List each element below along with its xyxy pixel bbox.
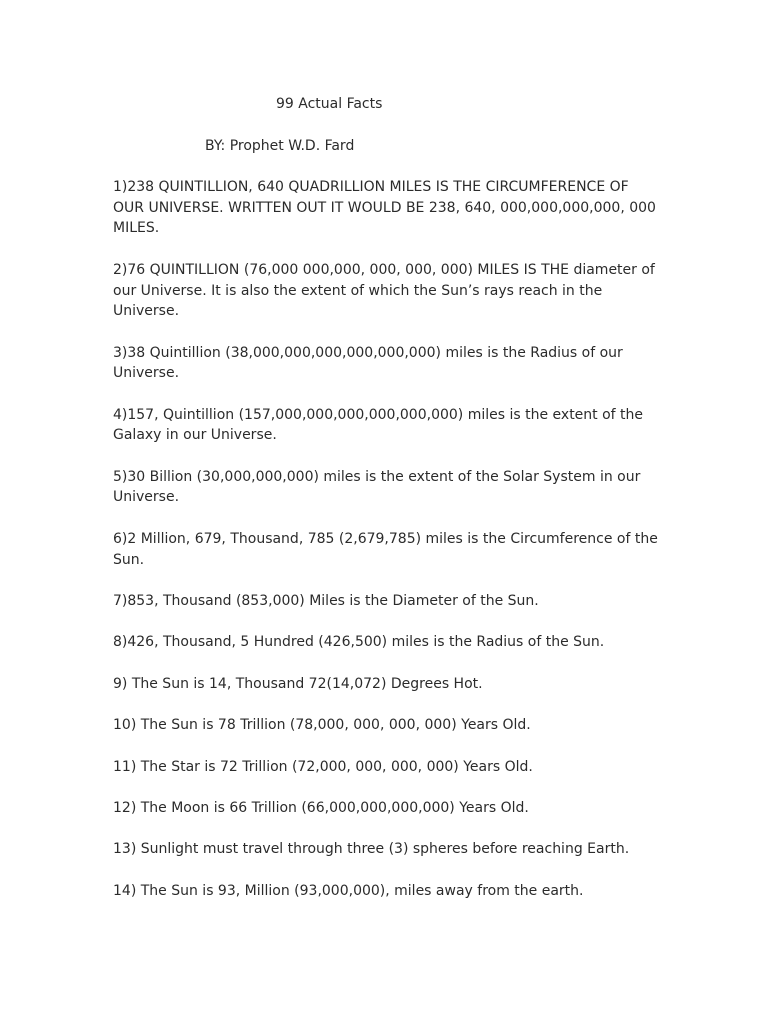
fact-item xyxy=(113,260,658,322)
fact-text: 11) The Star is 72 Trillion (72,000, 000, 000, 000) Years Old. xyxy=(113,758,533,775)
facts-list xyxy=(113,177,658,922)
fact-item xyxy=(113,529,658,570)
fact-item xyxy=(113,177,658,239)
fact-text: 8)426, Thousand, 5 Hundred (426,500) miles is the Radius of the Sun. xyxy=(113,634,605,651)
fact-item xyxy=(113,632,658,653)
fact-item xyxy=(113,591,658,612)
fact-item xyxy=(113,757,658,778)
fact-text: 13) Sunlight must travel through three (3) spheres before reaching Earth. xyxy=(113,841,630,858)
document-byline: BY: Prophet W.D. Fard xyxy=(205,138,355,154)
fact-text: 10) The Sun is 78 Trillion (78,000, 000, 000, 000) Years Old. xyxy=(113,717,531,734)
fact-item xyxy=(113,881,658,902)
fact-item xyxy=(113,715,658,736)
fact-item xyxy=(113,839,658,860)
fact-text: 1)238 QUINTILLION, 640 QUADRILLION MILES IS THE CIRCUMFERENCE OF OUR UNIVERSE. WRITTEN OUT IT WOULD BE 238, 640, 000,000,000,000, 000 MILES. xyxy=(113,179,656,237)
fact-text: 9) The Sun is 14, Thousand 72(14,072) Degrees Hot. xyxy=(113,675,483,692)
fact-item xyxy=(113,798,658,819)
fact-text: 12) The Moon is 66 Trillion (66,000,000,000,000) Years Old. xyxy=(113,799,529,816)
fact-item xyxy=(113,343,658,384)
fact-text: 14) The Sun is 93, Million (93,000,000), miles away from the earth. xyxy=(113,882,584,899)
fact-text: 5)30 Billion (30,000,000,000) miles is the extent of the Solar System in our Universe. xyxy=(113,468,641,506)
fact-text: 3)38 Quintillion (38,000,000,000,000,000,000) miles is the Radius of our Universe. xyxy=(113,344,623,382)
fact-text: 7)853, Thousand (853,000) Miles is the Diameter of the Sun. xyxy=(113,592,539,609)
fact-item xyxy=(113,674,658,695)
fact-item xyxy=(113,467,658,508)
fact-text: 2)76 QUINTILLION (76,000 000,000, 000, 000, 000) MILES IS THE diameter of our Universe. It is also the extent of which the Sun’s rays reach in the Universe. xyxy=(113,261,655,320)
document-title: 99 Actual Facts xyxy=(276,96,383,112)
fact-text: 4)157, Quintillion (157,000,000,000,000,000,000) miles is the extent of the Galaxy in our Universe. xyxy=(113,406,644,444)
fact-text: 6)2 Million, 679, Thousand, 785 (2,679,785) miles is the Circumference of the Sun. xyxy=(113,530,658,568)
fact-item xyxy=(113,405,658,446)
